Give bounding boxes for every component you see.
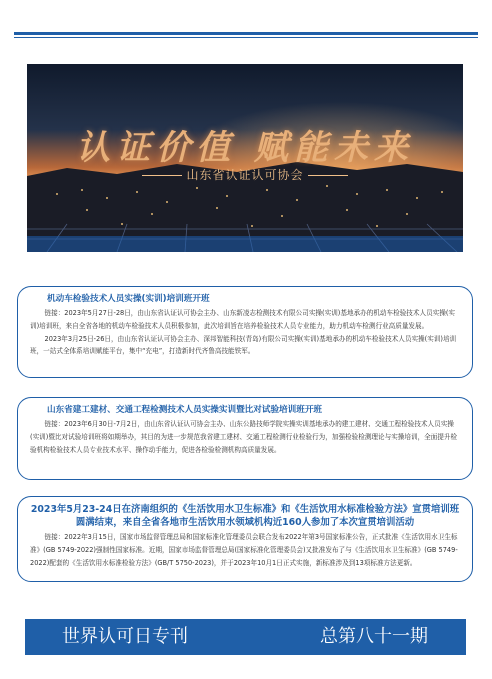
header-rule-thin bbox=[14, 37, 478, 38]
footer-issue-title: 世界认可日专刊 bbox=[62, 626, 188, 647]
footer-bar bbox=[25, 619, 466, 655]
article-paragraph: 2023年3月25日-26日，由山东省认证认可协会主办、深邦智能科技(青岛)有限公司实操(实训)基地承办的机动车检验技术人员实操(实训)培训班，一站式全体系培训赋能平台，集中“充电”，打造新时代齐鲁高技能铁军。 bbox=[30, 334, 457, 356]
article-title: 2023年5月23-24日在济南组织的《生活饮用水卫生标准》和《生活饮用水标准检验方法》宣贯培训班圆满结束，来自全省各地市生活饮用水领域机构近160人参加了本次宣贯培训活动 bbox=[30, 504, 460, 528]
article-paragraph: 链接：2023年6月30日-7月2日，由山东省认证认可协会主办、山东公路技师学院实操实训基地承办的建工建材、交通工程检验技术人员实操(实训)暨比对试验培训班将如期举办，其目的为进一步规范我省建工建材、交通工程检测行业检验行为，加强检验检测理论与实操培训，全面提升检验机构检验技术人员专业技术水平、操作动手能力，促进各检验检测机构高质量发展。 bbox=[30, 420, 458, 454]
footer-issue-number: 总第八十一期 bbox=[320, 626, 428, 647]
article-paragraph: 链接：2023年5月27日-28日，由山东省认证认可协会主办、山东新凌志检测技术有限公司实操(实训)基地承办的机动车检验技术人员实操(实训)培训班，来自全省各地的机动车检验技术人员积极参加，此次培训旨在培养检验技术人员专业能力，助力机动车检测行业高质量发展。 bbox=[30, 309, 456, 330]
banner-image bbox=[27, 64, 463, 252]
article-card-water bbox=[17, 496, 473, 582]
article-card-vehicle bbox=[17, 286, 473, 378]
article-card-construction bbox=[17, 397, 473, 480]
article-title: 山东省建工建材、交通工程检测技术人员实操实训暨比对试验培训班开班 bbox=[47, 405, 323, 415]
banner-title: 认证价值 赋能未来 bbox=[76, 128, 414, 168]
article-title: 机动车检验技术人员实操(实训)培训班开班 bbox=[47, 294, 210, 304]
banner-subtitle: 山东省认证认可协会 bbox=[27, 166, 463, 183]
header-rule-thick bbox=[14, 32, 478, 35]
article-paragraph: 链接：2022年3月15日，国家市场监督管理总局和国家标准化管理委员会联合发布2022年第3号国家标准公告，正式批准《生活饮用水卫生标准》(GB 5749-2022)强制性国家标准。近期，国家市场监督管理总局(国家标准化管理委员会)又批准发布了与《生活饮用水卫生标准》(GB 5749-2022)配套的《生活饮用水标准检验方法》(GB/T 5750-2023)，并于2023年10月1日正式实施，新标准涉及到13项标准方法更新。 bbox=[30, 533, 458, 567]
